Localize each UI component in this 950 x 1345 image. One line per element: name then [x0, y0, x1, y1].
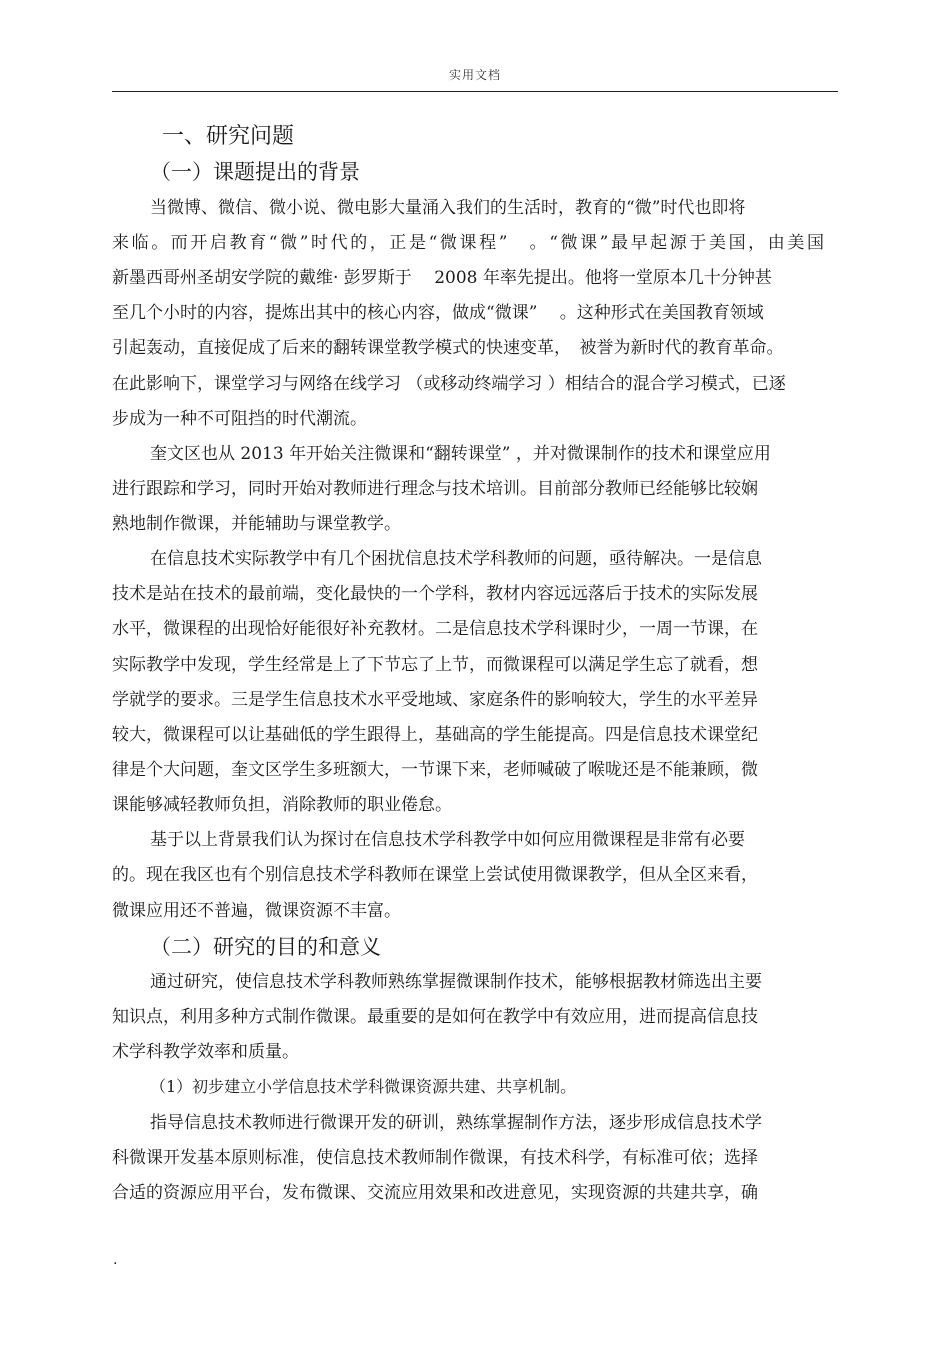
text-line: 的。现在我区也有个别信息技术学科教师在课堂上尝试使用微课教学，但从全区来看， [112, 865, 758, 885]
text-line: 通过研究，使信息技术学科教师熟练掌握微课制作技术，能够根据教材筛选出主要 [150, 972, 762, 992]
text-line: 技术是站在技术的最前端，变化最快的一个学科，教材内容远远落后于技术的实际发展 [112, 584, 758, 604]
text-line: 至几个小时的内容，提炼出其中的核心内容，做成“微课” 。这种形式在美国教育领域 [112, 303, 764, 323]
section-heading-research-questions: 一、研究问题 [162, 124, 295, 149]
text-line: 进行跟踪和学习，同时开始对教师进行理念与技术培训。目前部分教师已经能够比较娴 [112, 479, 758, 499]
text-line: 步成为一种不可阻挡的时代潮流。 [112, 409, 367, 429]
text-line: 微课应用还不普遍，微课资源不丰富。 [112, 901, 401, 921]
page-header: 实用文档 [448, 68, 501, 82]
text-line: 在信息技术实际教学中有几个困扰信息技术学科教师的问题，亟待解决。一是信息 [150, 549, 762, 569]
subsection-heading-purpose: （二）研究的目的和意义 [150, 935, 381, 959]
text-line: 知识点，利用多种方式制作微课。最重要的是如何在教学中有效应用，进而提高信息技 [112, 1007, 758, 1027]
subsection-heading-background: （一）课题提出的背景 [150, 160, 360, 184]
text-line: 律是个大问题，奎文区学生多班额大，一节课下来，老师喊破了喉咙还是不能兼顾，微 [112, 760, 758, 780]
text-line: 水平，微课程的出现恰好能很好补充教材。二是信息技术学科课时少，一周一节课，在 [112, 619, 758, 639]
text-line: 引起轰动，直接促成了后来的翻转课堂教学模式的快速变革， 被誉为新时代的教育革命。 [112, 338, 784, 358]
text-line: 基于以上背景我们认为探讨在信息技术学科教学中如何应用微课程是非常有必要 [150, 830, 745, 850]
text-line: 熟地制作微课，并能辅助与课堂教学。 [112, 514, 401, 534]
text-line: 当微博、微信、微小说、微电影大量涌入我们的生活时，教育的“微”时代也即将 [150, 198, 746, 218]
header-rule [112, 91, 838, 92]
text-line: 术学科教学效率和质量。 [112, 1042, 299, 1062]
text-line: 在此影响下，课堂学习与网络在线学习 （或移动终端学习 ）相结合的混合学习模式，已逐 [112, 374, 786, 394]
text-line: 来临。而开启教育“微”时代的，正是“微课程” 。“微课”最早起源于美国，由美国 [112, 233, 824, 253]
text-line: 课能够减轻教师负担，消除教师的职业倦怠。 [112, 795, 452, 815]
text-line: 较大，微课程可以让基础低的学生跟得上，基础高的学生能提高。四是信息技术课堂纪 [112, 725, 758, 745]
footer-mark: . [113, 1252, 118, 1268]
text-line: 新墨西哥州圣胡安学院的戴维· 彭罗斯于 2008 年率先提出。他将一堂原本几十分钟甚 [112, 268, 772, 288]
text-line: 指导信息技术教师进行微课开发的研训，熟练掌握制作方法，逐步形成信息技术学 [150, 1113, 762, 1133]
list-item-heading: （1）初步建立小学信息技术学科微课资源共建、共享机制。 [150, 1077, 577, 1096]
text-line: 科微课开发基本原则标准，使信息技术教师制作微课，有技术科学，有标准可依；选择 [112, 1148, 758, 1168]
text-line: 奎文区也从 2013 年开始关注微课和“翻转课堂” ，并对微课制作的技术和课堂应用 [150, 444, 771, 464]
text-line: 学就学的要求。三是学生信息技术水平受地域、家庭条件的影响较大，学生的水平差异 [112, 690, 758, 710]
text-line: 合适的资源应用平台，发布微课、交流应用效果和改进意见，实现资源的共建共享，确 [112, 1183, 758, 1203]
text-line: 实际教学中发现，学生经常是上了下节忘了上节，而微课程可以满足学生忘了就看，想 [112, 655, 758, 675]
